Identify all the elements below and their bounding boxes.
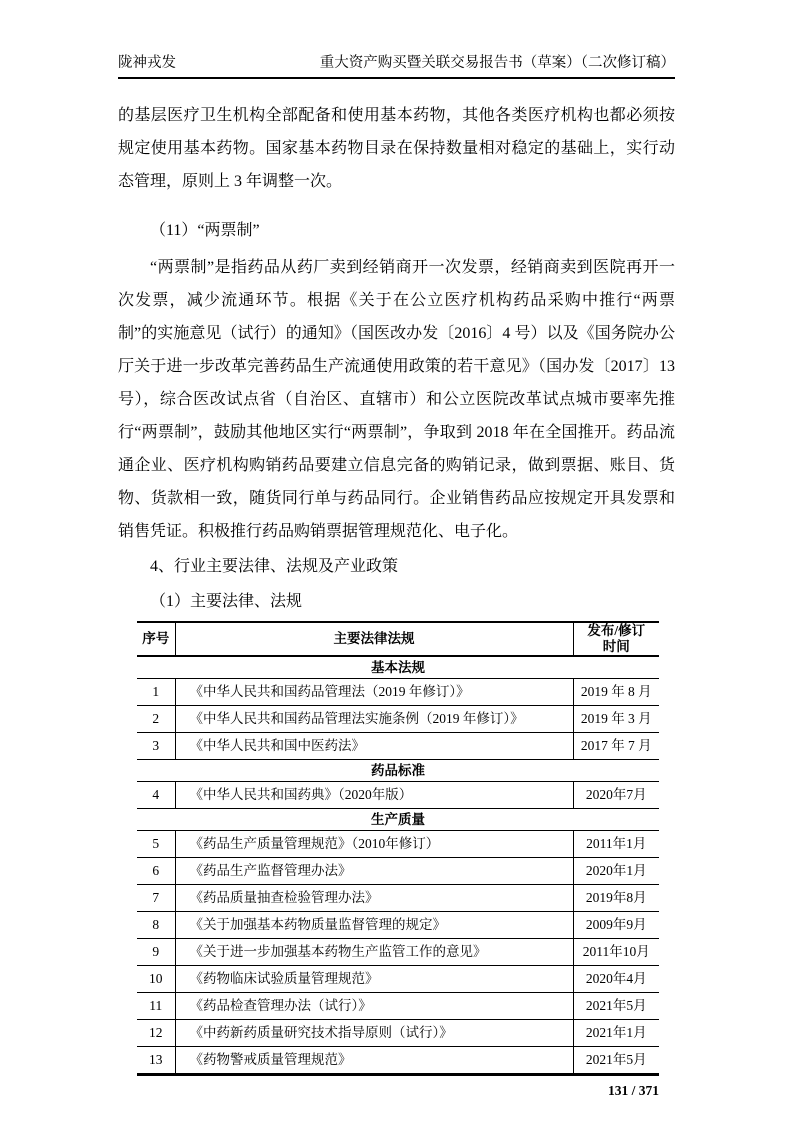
table-row <box>137 782 659 809</box>
cell-law-name: 《药品质量抽查检验管理办法》 <box>175 885 573 912</box>
cell-serial-number: 1 <box>137 679 175 706</box>
table-row <box>137 831 659 858</box>
laws-regulations-table <box>137 621 659 1076</box>
page-number: 131 / 371 <box>607 1083 659 1098</box>
running-header <box>118 55 675 79</box>
cell-serial-number: 13 <box>137 1047 175 1075</box>
header-company-name: 陇神戎发 <box>118 55 176 71</box>
section-label: 生产质量 <box>371 811 425 827</box>
cell-publish-date: 2011年1月 <box>586 836 647 851</box>
cell-serial-number: 7 <box>137 885 175 912</box>
column-header-publish-date-line2: 时间 <box>602 639 630 654</box>
table-row <box>137 885 659 912</box>
cell-publish-date: 2020年4月 <box>585 971 647 986</box>
column-header-serial-number: 序号 <box>137 622 175 656</box>
table-section-row <box>137 809 659 831</box>
table-section-row <box>137 760 659 782</box>
cell-law-name: 《中华人民共和国中医药法》 <box>175 733 573 760</box>
column-header-publish-date-line1: 发布/修订 <box>587 623 646 638</box>
column-header-law-name: 主要法律法规 <box>175 622 573 656</box>
column-header-publish-date <box>573 622 659 656</box>
cell-law-name: 《中华人民共和国药品管理法（2019 年修订）》 <box>175 679 573 706</box>
table-row <box>137 706 659 733</box>
cell-serial-number: 9 <box>137 939 175 966</box>
cell-serial-number: 10 <box>137 966 175 993</box>
cell-publish-date: 2009年9月 <box>585 917 647 932</box>
cell-serial-number: 11 <box>137 993 175 1020</box>
cell-serial-number: 4 <box>137 782 175 809</box>
cell-serial-number: 5 <box>137 831 175 858</box>
table-body <box>137 656 659 1075</box>
table-row <box>137 733 659 760</box>
table-row <box>137 993 659 1020</box>
table-row <box>137 939 659 966</box>
cell-law-name: 《药物临床试验质量管理规范》 <box>175 966 573 993</box>
header-report-title: 重大资产购买暨关联交易报告书（草案）（二次修订稿） <box>319 55 675 71</box>
cell-law-name: 《中华人民共和国药品管理法实施条例（2019 年修订）》 <box>175 706 573 733</box>
table-row <box>137 966 659 993</box>
table-row <box>137 679 659 706</box>
table-row <box>137 1047 659 1075</box>
cell-serial-number: 6 <box>137 858 175 885</box>
cell-law-name: 《药品生产监督管理办法》 <box>175 858 573 885</box>
table-row <box>137 912 659 939</box>
cell-publish-date: 2021年5月 <box>585 998 647 1013</box>
cell-law-name: 《中药新药质量研究技术指导原则（试行）》 <box>175 1020 573 1047</box>
cell-serial-number: 3 <box>137 733 175 760</box>
table-header-row <box>137 622 659 656</box>
section-label: 基本法规 <box>371 659 425 675</box>
cell-serial-number: 8 <box>137 912 175 939</box>
heading-main-laws-regulations: （1）主要法律、法规 <box>150 593 303 610</box>
cell-publish-date: 2020年1月 <box>585 863 647 878</box>
cell-publish-date: 2019年8月 <box>585 890 647 905</box>
heading-industry-laws-policies: 4、行业主要法律、法规及产业政策 <box>150 558 399 575</box>
cell-publish-date: 2019 年 8 月 <box>580 684 652 699</box>
cell-law-name: 《关于进一步加强基本药物生产监管工作的意见》 <box>175 939 573 966</box>
table-row <box>137 858 659 885</box>
section-label: 药品标准 <box>371 762 425 778</box>
cell-publish-date: 2011年10月 <box>582 944 650 959</box>
document-body <box>118 99 675 618</box>
cell-law-name: 《关于加强基本药物质量监督管理的规定》 <box>175 912 573 939</box>
cell-law-name: 《药品检查管理办法（试行）》 <box>175 993 573 1020</box>
cell-serial-number: 12 <box>137 1020 175 1047</box>
cell-publish-date: 2017 年 7 月 <box>580 738 652 753</box>
cell-law-name: 《中华人民共和国药典》（2020年版） <box>175 782 573 809</box>
cell-law-name: 《药物警戒质量管理规范》 <box>175 1047 573 1075</box>
cell-publish-date: 2021年5月 <box>585 1052 647 1067</box>
cell-publish-date: 2020年7月 <box>585 787 647 802</box>
heading-two-invoice-system: （11）“两票制” <box>150 222 260 239</box>
cell-publish-date: 2019 年 3 月 <box>580 711 652 726</box>
table-row <box>137 1020 659 1047</box>
table-section-row <box>137 656 659 679</box>
cell-publish-date: 2021年1月 <box>585 1025 647 1040</box>
paragraph-two-invoice-system: “两票制”是指药品从药厂卖到经销商开一次发票，经销商卖到医院再开一次发票，减少流通环节。根据《关于在公立医疗机构药品采购中推行“两票制”的实施意见（试行）的通知》（国医改办发〔2016〕4 号）以及《国务院办公厅关于进一步改革完善药品生产流通使用政策的若干意见》（国办发〔2017〕13 号），综合医改试点省（自治区、直辖市）和公立医院改革试点城市要率先推行“两票制”，鼓励其他地区实行“两票制”，争取到 2018 年在全国推开。药品流通企业、医疗机构购销药品要建立信息完备的购销记录，做到票据、账目、货物、货款相一致，随货同行单与药品同行。企业销售药品应按规定开具发票和销售凭证。积极推行药品购销票据管理规范化、电子化。 <box>118 259 675 540</box>
cell-law-name: 《药品生产质量管理规范》（2010年修订） <box>175 831 573 858</box>
paragraph-basic-drugs-continuation: 的基层医疗卫生机构全部配备和使用基本药物，其他各类医疗机构也都必须按规定使用基本药物。国家基本药物目录在保持数量相对稳定的基础上，实行动态管理，原则上 3 年调整一次。 <box>118 107 675 190</box>
cell-serial-number: 2 <box>137 706 175 733</box>
